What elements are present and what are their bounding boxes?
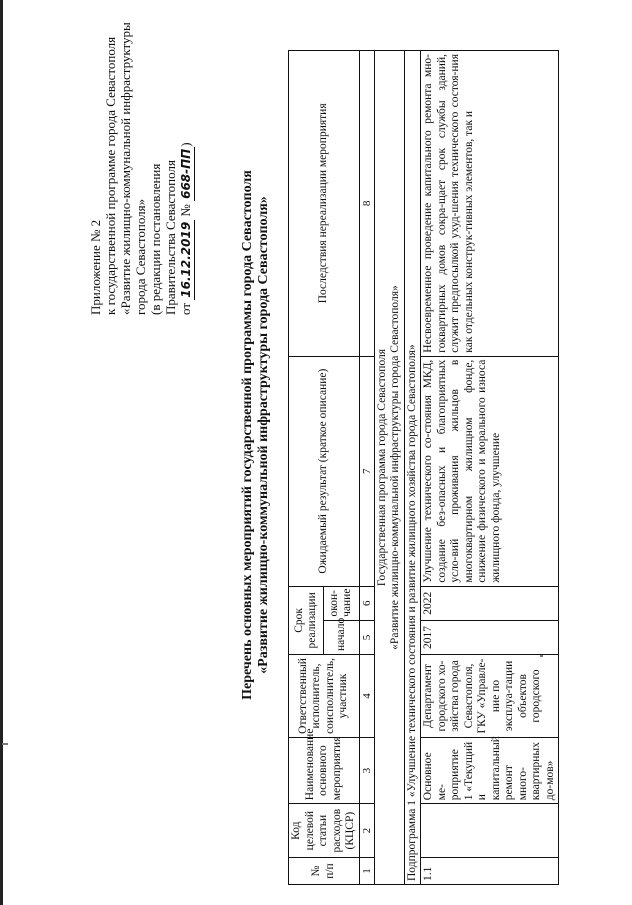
handwritten-date: 16.12.2019	[179, 221, 193, 298]
row-name: Основное ме-роприятие 1 «Текущий и капитальный ремонт много-квартирных до-мов»	[421, 737, 559, 803]
table-row	[421, 51, 559, 885]
column-number: 5	[359, 620, 374, 654]
row-executor: Департамент городского хо-зяйства города Севастополя, ГКУ «Управле-ние по эксплуа-тации объектов городского	[421, 655, 559, 738]
appendix-date-line: от 16.12.2019 № 668-ПП)	[178, 142, 193, 315]
program-row	[374, 51, 404, 885]
column-number: 2	[359, 804, 374, 858]
column-number: 4	[359, 655, 374, 738]
appendix-block	[88, 15, 195, 315]
program-cell: Государственная программа города Севастополя «Развитие жилищно-коммунальной инфраструктуры города Севастополя»	[374, 51, 404, 885]
handwritten-number: 668-ПП	[179, 148, 193, 199]
table-header-row	[289, 51, 324, 885]
appendix-line: Приложение № 2	[88, 219, 103, 315]
measures-table	[288, 50, 559, 885]
row-consequence: Несвоевременное проведение капитального ремонта мно-гоквартирных домов сокра-щает срок службы зданий, служит предпосылкой ухуд-шения технического состоя-ния как отдельных конструк-тивных элементов, так и	[421, 51, 559, 357]
row-result: Улучшение технического со-стояния МКД, создание без-опасных и благоприятных усло-вий проживания жильцов в многоквартирном жилищном фонде, снижение физического и морального износа жилищного фонда, улучшение	[421, 356, 559, 586]
appendix-line: «Развитие жилищно-коммунальной инфраструктуры	[118, 22, 133, 315]
header-end: окон-чание	[324, 586, 359, 620]
column-number: 7	[359, 356, 374, 586]
header-num: № п/п	[289, 858, 360, 885]
row-start: 2017	[421, 620, 559, 654]
column-number: 1	[359, 858, 374, 885]
appendix-line: (в редакции постановления	[148, 163, 163, 315]
column-number-row	[359, 51, 374, 885]
document-title: Перечень основных мероприятий государственной программы города Севастополя «Развитие жилищно-коммунальной инфраструктуры города Севастополя»	[240, 170, 271, 700]
subprogram-cell: Подпрограмма 1 «Улучшение технического состояния и развитие жилищного хозяйства города Севастополя»	[404, 51, 421, 885]
row-end: 2022	[421, 586, 559, 620]
appendix-line: к государственной программе города Севастополя	[103, 36, 118, 315]
row-code	[421, 804, 559, 858]
header-name: Наименование основного мероприятия	[289, 737, 360, 803]
column-number: 6	[359, 586, 374, 620]
header-executor: Ответственный исполнитель, соисполнитель, участник	[289, 655, 360, 738]
header-result: Ожидаемый результат (краткое описание)	[289, 356, 360, 586]
appendix-line: города Севастополя»	[133, 198, 148, 315]
row-num: 1.1	[421, 858, 559, 885]
header-code: Код целевой статьи расходов (КЦСР)	[289, 804, 360, 858]
scan-edge	[0, 0, 3, 905]
column-number: 3	[359, 737, 374, 803]
subprogram-row	[404, 51, 421, 885]
column-number: 8	[359, 51, 374, 357]
scan-speck	[2, 743, 8, 745]
header-consequence: Последствия нереализации мероприятия	[289, 51, 360, 357]
header-term: Срок реализации	[289, 586, 324, 654]
header-start: начало	[324, 620, 359, 654]
appendix-line: Правительства Севастополя	[163, 160, 178, 315]
